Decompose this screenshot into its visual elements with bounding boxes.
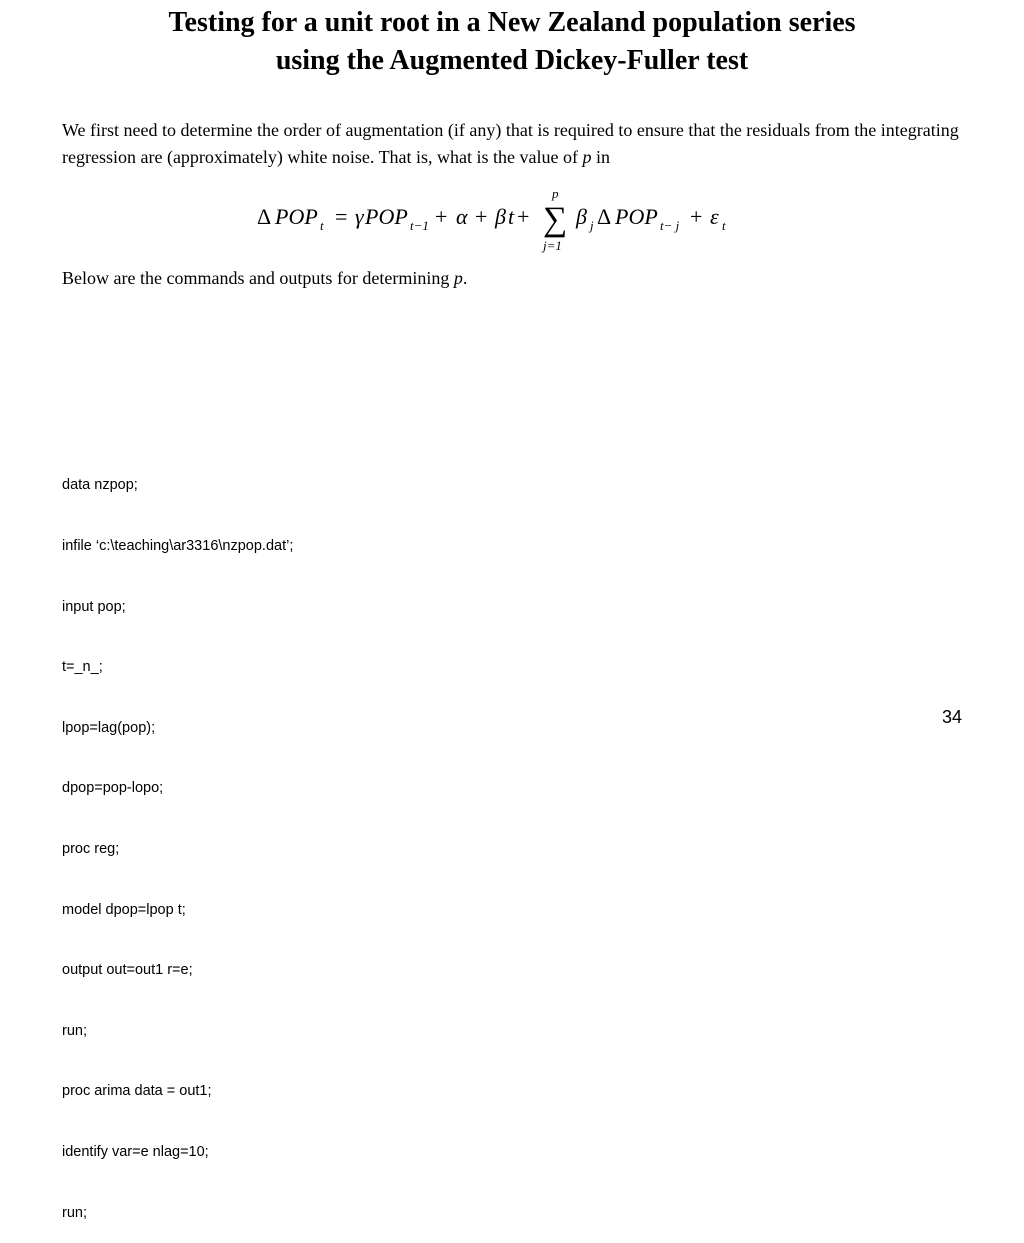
eq-sub-j: j [590,218,594,233]
page-number: 34 [941,707,962,727]
equation-svg [255,186,755,256]
eq-sub-t-minus-j: t− j [660,218,680,233]
intro-text: We first need to determine the order of augmentation (if any) that is required to ensure that the residuals from the integrating regression are (approximately) white noise. That is, what is the value of [62,120,959,167]
below-paragraph [62,265,977,292]
eq-sub-t-2: t [722,218,726,233]
intro-end: in [591,147,611,167]
eq-t: t [508,204,515,229]
slide-title [40,4,984,80]
eq-beta: β [495,204,506,229]
code-line: lpop=lag(pop); [62,719,156,736]
eq-sub-t-1: t [320,218,324,233]
eq-equals: = [335,204,348,229]
code-line: input pop; [62,598,126,615]
code-line: dpop=pop-lopo; [62,780,164,797]
eq-beta-j: β [576,204,587,229]
intro-variable-p: p [582,147,592,167]
code-line: model dpop=lpop t; [62,901,186,918]
code-line: run; [62,1022,87,1039]
eq-alpha: α [456,204,468,229]
title-line-2: using the Augmented Dickey-Fuller test [275,45,749,76]
eq-gamma: γ [355,204,364,229]
code-line: t=_n_; [62,659,103,676]
eq-sub-t-minus-1: t−1 [410,218,429,233]
eq-sum-upper: p [552,186,559,201]
eq-sum-lower: j=1 [543,238,562,253]
eq-plus-4: + [690,204,703,229]
intro-paragraph [62,117,977,171]
code-line: identify var=e nlag=10; [62,1143,209,1160]
code-line: data nzpop; [62,477,138,494]
eq-plus-3: + [517,204,530,229]
eq-pop-1: POP [275,204,318,229]
eq-epsilon: ε [710,204,719,229]
adf-equation [255,186,755,256]
below-variable-p: p [453,268,463,288]
eq-plus-1: + [435,204,448,229]
eq-delta-2: Δ [597,204,612,229]
code-line: infile ‘c:\teaching\ar3316\nzpop.dat’; [62,538,294,554]
title-line-1: Testing for a unit root in a New Zealand population series [168,7,856,38]
code-line: run; [62,1204,87,1221]
eq-delta-1: Δ [257,204,272,229]
below-end: . [462,268,468,288]
eq-pop-3: POP [615,204,658,229]
eq-plus-2: + [475,204,488,229]
code-line: output out=out1 r=e; [62,962,193,979]
sas-code-block [62,435,293,1243]
below-text: Below are the commands and outputs for determining [62,268,454,288]
code-line: proc reg; [62,840,120,857]
eq-pop-2: POP [365,204,408,229]
code-line: proc arima data = out1; [62,1083,212,1100]
eq-sigma: ∑ [543,201,568,238]
